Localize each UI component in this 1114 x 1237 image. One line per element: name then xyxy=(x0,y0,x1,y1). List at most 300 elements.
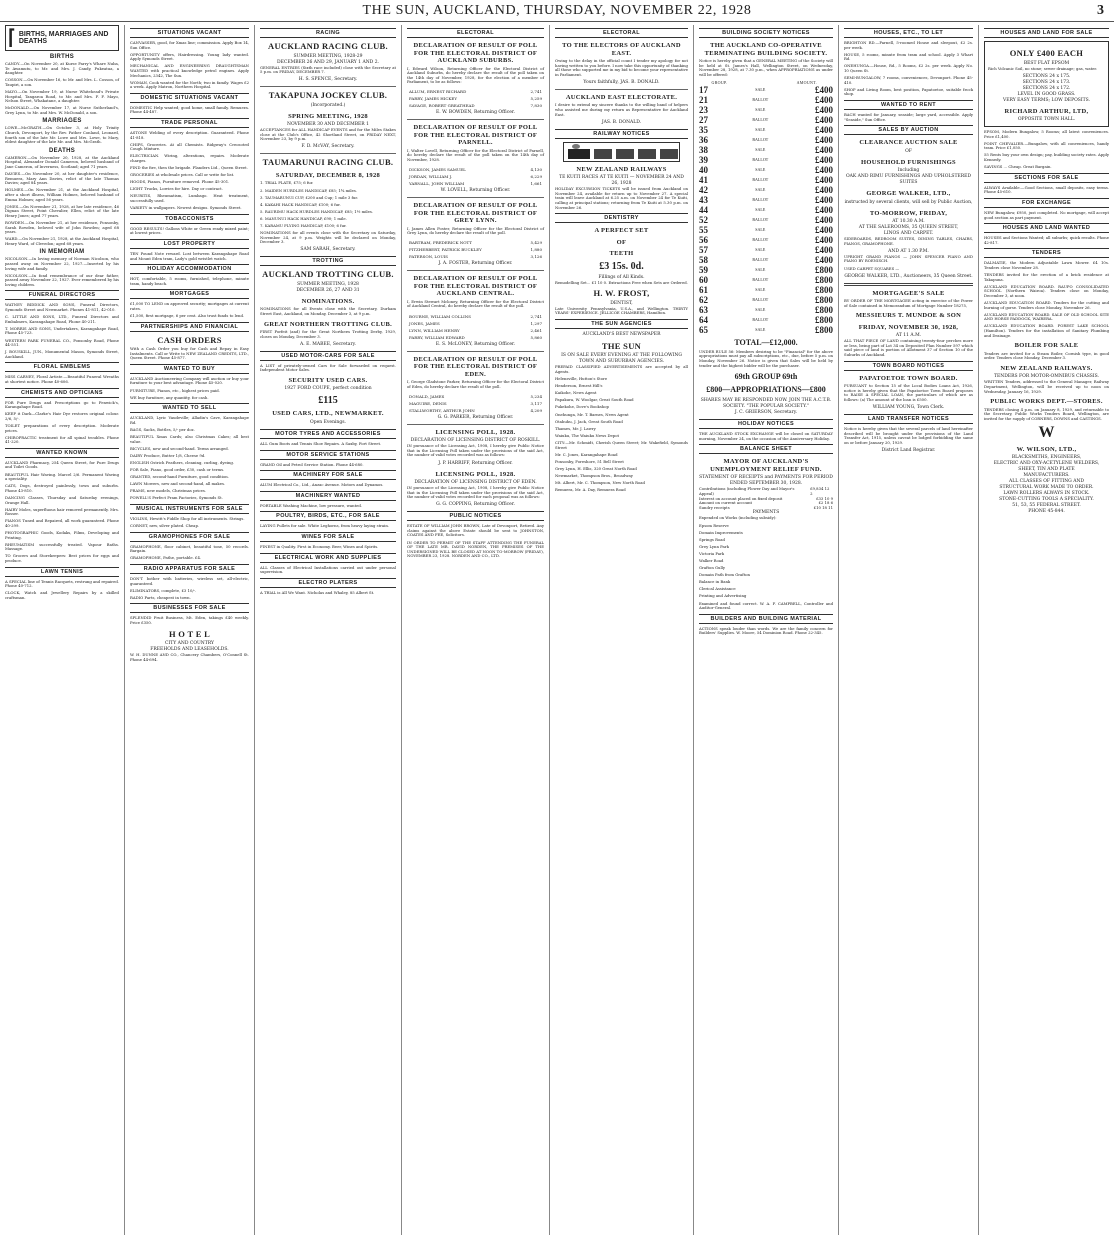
list-item: Mr. C. Jones, Karangahape Road xyxy=(555,451,618,457)
licensing2-title: LICENSING POLL, 1928. xyxy=(435,470,516,478)
list-item: BICYCLES, new and second-hand. Terms arranged. xyxy=(130,445,229,451)
declaration-title: DECLARATION OF RESULT OF POLL FOR THE ELECTORAL DISTRICT OF EDEN. xyxy=(413,355,538,378)
wilson-address: 51, 53, 55 FEDERAL STREET. xyxy=(1012,503,1081,509)
list-item: Balance in Bank xyxy=(699,579,731,585)
list-item: DAVIES.—On November 20, at her daughter's residence, Remuera, Mary Ann Davies, relict of the late Thomas Davies; aged 84 years. xyxy=(5,171,119,186)
group-kind: SALE xyxy=(755,246,766,252)
table-row xyxy=(699,275,833,285)
businesses-heading: BUSINESSES FOR SALE xyxy=(130,603,249,613)
wines-text: FINEST in Quality. First in Economy. Beer, Wines and Spirits. xyxy=(260,543,379,549)
situations-list xyxy=(130,41,249,90)
best-flat: BEST FLAT EPSOM xyxy=(1023,60,1070,66)
divider xyxy=(844,283,973,286)
wanted-to-rent-text: BACH wanted for January, seaside; large yard, accessible. Apply "Seaside," Sun Office. xyxy=(844,111,973,122)
group-kind: SALE xyxy=(755,166,766,172)
group-amount: £400 xyxy=(815,194,833,205)
table-row xyxy=(699,265,833,275)
table-row xyxy=(699,325,833,335)
receipt-value: £2 18 6 xyxy=(818,500,833,506)
wanted-known-heading: WANTED KNOWN xyxy=(5,448,119,458)
declaration-signature: E. S. McLONEY, Returning Officer. xyxy=(435,341,516,347)
machinery-text: ALUM Electrical Co., Ltd., Anzac Avenue. Motors and Dynamos. xyxy=(260,482,384,488)
declaration-title: DECLARATION OF RESULT OF POLL FOR THE ELECTORAL DISTRICT OF PARNELL. xyxy=(413,124,538,147)
list-item: GRAMOPHONE, floor cabinet, beautiful tone, 50 records. Bargain. xyxy=(130,543,249,554)
business-ad: SPLENDID Fruit Business, Mt. Eden, takings £40 weekly. Price £350. xyxy=(130,615,249,625)
candidate-name: DONALD, JAMES xyxy=(409,393,445,399)
epsom-ad xyxy=(984,41,1109,127)
list-item: Kaikohe, News Agent xyxy=(555,390,597,396)
list-item: Helensville, Hutton's Store xyxy=(555,376,608,382)
table-row xyxy=(409,335,542,340)
list-item: WE buy furniture, any quantity, for cash. xyxy=(130,394,209,400)
list-item: Printing and Advertising xyxy=(699,593,747,599)
society-signature: J. C. GRIERSON, Secretary. xyxy=(734,410,798,416)
declaration-text: I, Walter Lovell, Returning Officer for the Electoral District of Parnell, do hereby declare the result of the poll taken on the 14th day of November, 1928. xyxy=(407,147,544,163)
auction-signature: GEORGE WALKER, LTD., Auctioneers, 35 Queen Street. xyxy=(844,273,973,279)
electrical-text: ALL Classes of Electrical Installations carried out under personal supervision. xyxy=(260,564,396,575)
mortgagee-text: BY ORDER OF THE MORTGAGEE acting in exercise of the Power of Sale contained in Memorandum of Mortgage Number 18275, xyxy=(844,298,973,308)
list-item: FURNITURE, Pianos, etc., highest prices paid. xyxy=(130,387,220,393)
candidate-name: STALLWORTHY, ARTHUR JOHN xyxy=(409,407,475,413)
list-item: CITY AND COUNTRY xyxy=(165,641,214,646)
divider xyxy=(407,424,544,425)
divider xyxy=(555,89,688,90)
list-item: POWELL'S Perfect Pram Factories, Symonds St. xyxy=(130,495,223,501)
column-births-marriages-deaths xyxy=(0,25,124,1235)
trotting-heading: TROTTING xyxy=(260,256,396,266)
auction-items: OAK AND RIMU FURNISHINGS AND UPHOLSTERED SUITES xyxy=(845,174,972,186)
group-kind: BALLOT xyxy=(752,136,769,142)
town-board-heading: TOWN BOARD NOTICES xyxy=(844,361,973,371)
group-amount: £400 xyxy=(815,224,833,235)
land-sale-heading: HOUSES AND LAND FOR SALE xyxy=(984,28,1109,38)
land-transfer-signature: District Land Registrar. xyxy=(881,447,936,453)
railways-title: NEW ZEALAND RAILWAYS. xyxy=(1000,364,1093,372)
tenders-heading: TENDERS xyxy=(984,248,1109,258)
auction-heading: SALES BY AUCTION xyxy=(844,125,973,135)
list-item: OPPORTUNITY offers, Hairdressing. Young lady wanted. Apply Symonds Street. xyxy=(130,51,249,62)
holiday-accommodation-ad: HOT, comfortable, 5 rooms, furnished, telephone, minute tram, handy beach. xyxy=(130,276,249,286)
wilson-logo-icon: W xyxy=(1038,423,1055,441)
ford-price: £115 xyxy=(318,395,338,407)
mortgagee-time: AT 11 A.M. xyxy=(895,333,922,339)
group-amount: £400 xyxy=(815,184,833,195)
list-item: ELECTRIC AND OXY-ACETYLENE WELDERS, xyxy=(993,461,1100,467)
town-board-text: PURSUANT to Section 15 of the Local Bodies Loans Act, 1926, notice is hereby given that the Papatoetoe Town Board proposes to RAISE A SPECIAL LOAN, the particulars of which are as follows: (a) The amount of the loan is £500. xyxy=(844,383,973,402)
candidate-votes: 4,209 xyxy=(530,407,542,413)
auction-pianos: UPRIGHT GRAND PIANOS — JOHN SPENCER PIANO AND PIANO BY ROENISCH. xyxy=(844,253,973,264)
arc-text: GENERAL ENTRIES (Sixth race included) close with the Secretary at 5 p.m. on FRIDAY, DECEMBER 7. xyxy=(260,64,396,75)
list-item: BLACKSMITHS, ENGINEERS, xyxy=(1011,455,1082,461)
group-number: 52 xyxy=(699,214,708,225)
list-item: 5. RAURIMU HACK HURDLES HANDICAP, £85; 1½ miles. xyxy=(260,208,374,214)
receipt-label: Sundry receipts xyxy=(699,504,730,510)
list-item: BEAUTIFUL Xmas Cards; also Christmas Cakes; all best value. xyxy=(130,434,249,444)
list-item: 3. TAUMARUNUI CUP, £200 and Cup; 1 mile 3 fur. xyxy=(260,194,358,200)
nzr-subtitle: TE KUITI RACES AT TE KUITI — NOVEMBER 24 AND 26, 1928 xyxy=(559,175,684,187)
group-kind: BALLOT xyxy=(752,176,769,182)
list-item: SECTIONS 24 x 175. xyxy=(1022,73,1071,79)
declaration-text: I, Edward Wilson, Returning Officer for the Electoral District of Auckland Suburbs, do hereby declare the result of the poll taken on the 14th day of November, 1928, for the election of a member of Parliament, to be as follows: xyxy=(407,65,544,85)
list-item: DON'T bother with batteries, wireless set, all-electric, guaranteed. xyxy=(130,575,249,586)
boiler-text: Tenders are invited for a Steam Boiler, Cornish type, in good order. Tenders close Monday, December 3. xyxy=(984,350,1109,361)
wilson-title: W. WILSON, LTD., xyxy=(1016,445,1077,453)
mortgagee-firm: MESSIEURS T. MUNDOE & SON xyxy=(855,312,962,320)
candidate-name: MAGUIRE, DENIS xyxy=(409,400,447,406)
marriages-list xyxy=(5,126,119,144)
list-item: MECHANICAL AND ENGINEERING DRAUGHTSMAN WANTED with practical knowledge petrol engines. Apply Mechanics, 2342, The Sun. xyxy=(130,63,249,78)
births-heading: BIRTHS xyxy=(49,54,75,60)
list-item: NICOLSON.—In fond remembrance of our dear father, passed away November 22, 1927. Ever remembered by his loving children. xyxy=(5,272,119,287)
list-item: SAVINGS ... Cheap. Great Bargain. xyxy=(984,164,1052,170)
tjc-signature: F. D. McVAY, Secretary. xyxy=(301,144,355,150)
electrical-heading: ELECTRICAL WORK AND SUPPLIES xyxy=(260,553,396,563)
arc-subtitle: SUMMER MEETING, 1928-29 xyxy=(293,53,363,59)
table-row xyxy=(699,205,833,215)
marriages-heading: MARRIAGES xyxy=(42,118,82,125)
candidate-votes: 2,741 xyxy=(530,313,542,319)
list-item: Ponsonby, Foreshore, 51 Bell Street xyxy=(555,458,624,464)
list-item: £1,500, first mortgage, 6 per cent. Also trust funds to lend. xyxy=(130,313,245,318)
list-item: C. LITTLE AND SONS, LTD., Funeral Directors and Embalmers, Karangahape Road, Phone 40-211. xyxy=(5,314,119,324)
payments-heading: PAYMENTS xyxy=(752,510,780,516)
candidate-votes: 6,229 xyxy=(530,174,542,180)
auction-subtitle: HOUSEHOLD FURNISHINGS xyxy=(861,158,956,166)
receipt-value: £10 18 11 xyxy=(813,504,833,510)
list-item: AUCKLAND, Lyric Vaudeville; Alladin's Cave, Karangahape Rd. xyxy=(130,415,249,425)
candidate-name: YARNALL, JOHN WILLIAM xyxy=(409,181,465,187)
declaration-title: DECLARATION OF RESULT OF POLL FOR THE ELECTORAL DISTRICT OF AUCKLAND SUBURBS. xyxy=(413,42,538,64)
list-item: AUCKLAND EDUCATION BOARD. Tenders for the cutting and burning of gorse. Tenders close Monday, November 26. xyxy=(984,299,1109,310)
group-kind: SALE xyxy=(755,186,766,192)
amount-column-header: AMOUNT. xyxy=(796,79,817,85)
list-item: CHIPS, Groceries. At all Chemists. Ridgway's Creosoted Cough Mixture. xyxy=(130,141,249,152)
builders-heading: BUILDERS AND BUILDING MATERIAL xyxy=(699,614,833,624)
list-item: Epsom Reserve xyxy=(699,522,729,528)
group-number: 56 xyxy=(699,234,708,245)
funeral-list xyxy=(5,303,119,359)
group-kind: SALE xyxy=(755,126,766,132)
list-item: Newmarket, Thompson Bros., Broadway xyxy=(555,472,633,478)
group-number: 40 xyxy=(699,164,708,175)
memoriam-list xyxy=(5,257,119,287)
building-society-heading: BUILDING SOCIETY NOTICES xyxy=(699,28,833,38)
group-amount: £400 xyxy=(815,214,833,225)
table-row xyxy=(699,105,833,115)
table-row xyxy=(699,225,833,235)
group-amount: £400 xyxy=(815,84,833,95)
group-kind: SALE xyxy=(755,226,766,232)
nzr-title: NEW ZEALAND RAILWAYS xyxy=(576,165,667,173)
exchange-heading: FOR EXCHANGE xyxy=(984,198,1109,208)
votes-table xyxy=(407,312,544,342)
best-text: Rich Volcanic Soil, no stone; sewer drainage; gas, water. xyxy=(988,65,1097,71)
exchange-text: NEW Bungalow, £950, just completed. No mortgage, will accept good section as part payment. xyxy=(984,209,1109,220)
domestic-heading: DOMESTIC SITUATIONS VACANT xyxy=(130,93,249,103)
list-item: SHEET, TIN AND PLATE xyxy=(1018,467,1075,473)
list-item: FOR Pure Drugs and Prescriptions go to Fenwick's, Karangahape Road. xyxy=(5,399,119,410)
candidate-votes: 2,461 xyxy=(530,327,542,333)
table-row xyxy=(409,103,542,108)
sun-title: THE SUN xyxy=(601,340,642,351)
group-column-header: GROUP. xyxy=(711,79,728,85)
list-item: HAIRY Moles, superfluous hair removed permanently. Mrs. Rosser. xyxy=(5,506,119,517)
list-item: GRAMOPHONE, Pathe, portable. £4. xyxy=(130,555,202,561)
cash-orders-text: With a Cash Order you buy for Cash and Repay in Easy Instalments. Call or Write to NEW ZEALAND CREDITS, LTD., Queen Street. Phone 45-877. xyxy=(130,346,249,361)
electro-platers-heading: ELECTRO PLATERS xyxy=(260,578,396,588)
electors-signature: Yours faithfully, JAS. B. DONALD. xyxy=(583,79,660,85)
group-number: 39 xyxy=(699,154,708,165)
table-row xyxy=(409,328,542,333)
group-number: 41 xyxy=(699,174,708,185)
list-item: Mt. Albert, Mr. C. Thompson, New North Road xyxy=(555,480,645,485)
electors-title: TO THE ELECTORS OF AUCKLAND EAST. xyxy=(562,42,681,57)
table-row xyxy=(699,185,833,195)
list-item: Otahuhu, J. Jack, Great South Road xyxy=(555,418,623,424)
list-item: T. MORRIS AND SONS, Undertakers, Karangahape Road, Phone 45-723. xyxy=(5,325,119,336)
group-kind: BALLOT xyxy=(752,296,769,302)
group-number: 63 xyxy=(699,304,708,315)
list-item: Expended on Works (including subsidy): xyxy=(699,515,777,521)
list-item: Onehunga, Mr. T. Barnes, News Agent xyxy=(555,411,629,417)
candidate-votes: 3,117 xyxy=(530,400,542,406)
east-signature: JAS. B. DONALD. xyxy=(601,119,642,125)
service-heading: MOTOR SERVICE STATIONS xyxy=(260,450,396,460)
votes-table xyxy=(407,238,544,261)
audit-text: Examined and found correct. W. A. F. CAMPBELL, Controller and Auditor-General. xyxy=(699,600,833,611)
candidate-name: FITZHERBERT, PATRICK BUCKLEY xyxy=(409,247,482,253)
candidate-votes: 4,130 xyxy=(530,167,542,173)
list-item: PIANOS Tuned and Repaired, all work guaranteed. Phone 40-299. xyxy=(5,518,119,528)
group-kind: BALLOT xyxy=(752,156,769,162)
tjc-meeting: SPRING MEETING, 1928 xyxy=(288,112,368,120)
floral-list xyxy=(5,375,119,384)
used-cars-title: USED CARS, LTD., NEWMARKET. xyxy=(272,410,384,418)
list-item: Clerical Assistance xyxy=(699,586,736,592)
licensing1-text: IN pursuance of the Licensing Act, 1908, I hereby give Public Notice that in the Licensing Poll taken under the provisions of the said Act, the number of valid votes recorded was as follows: xyxy=(407,443,544,458)
group-amount: £400 xyxy=(815,234,833,245)
table-row xyxy=(699,315,833,325)
table-row xyxy=(409,96,542,101)
lawn-tennis-heading: LAWN TENNIS xyxy=(5,567,119,577)
gnt-signature: A. E. MABEE, Secretary. xyxy=(300,341,356,347)
group-number: 60 xyxy=(699,274,708,285)
list-item: ESTATE OF WILLIAM JOHN BROWN, Late of Devonport, Retired. Any claims against the above Estate should be sent to JOHNSTON, COATES AND FEE, Solicitors. xyxy=(407,523,544,538)
list-item: ONEHUNGA.—House, Rd., 5 Rooms, £2 2s. per week. Apply No. 10 Queen St. xyxy=(844,63,973,73)
column-electoral-railway xyxy=(549,25,693,1235)
electoral-heading: ELECTORAL xyxy=(407,28,544,38)
tobacconists-ad: GOOD RESULTS! Gallons White or Green ready mixed paint; at lowest prices. xyxy=(130,225,249,236)
list-item: TEETH xyxy=(609,250,634,258)
page-number: 3 xyxy=(1097,3,1104,18)
candidate-name: ALLUM, ERNEST RICHARD xyxy=(409,89,467,95)
list-item: AUCKLAND EDUCATION BOARD. FOREST LAKE SCHOOL (Hamilton). Tenders for the installation of Sanitary Plumbing and Drainage. xyxy=(984,323,1109,338)
group-number: 55 xyxy=(699,224,708,235)
list-item: HOLMES.—On November 21, at the Auckland Hospital, after a short illness, William Holmes, beloved husband of Emma Holmes; aged 56 years. xyxy=(5,187,119,202)
list-item: 2. MAIDEN HURDLES HANDICAP, £85; 1¾ miles. xyxy=(260,187,358,193)
table-row xyxy=(699,155,833,165)
list-item: HOODS, Pianos, Furniture removed. Phone 45-301. xyxy=(130,179,230,185)
auction-including: Including xyxy=(897,168,920,174)
sections-heading: SECTIONS FOR SALE xyxy=(984,173,1109,183)
list-item: ELECTRICIAN. Wiring, alterations, repairs. Moderate charges. xyxy=(130,153,249,163)
list-item: RADIO Parts, cheapest in town. xyxy=(130,594,191,600)
candidate-name: BOURNE, WILLIAM COLLINS xyxy=(409,313,471,319)
list-item: SHOP and Living Room, best position, Papatoetoe, suitable frock shop. xyxy=(844,86,973,97)
works-title: PUBLIC WORKS DEPT.—STORES. xyxy=(990,398,1103,406)
lawn-tennis-list xyxy=(5,580,119,601)
hotel-agent: W. H. DUNNE AND CO., Chancery Chambers, O'Connell St. Phone 44-694. xyxy=(130,652,249,662)
list-item: MISS CARNEY, Floral Artiste.—Beautiful Funeral Wreaths at shortest notice. Phone 40-606. xyxy=(5,374,119,384)
auction-place: AT THE SALEROOMS, 35 QUEEN STREET, xyxy=(858,225,959,231)
candidate-votes: 3,126 xyxy=(530,254,542,260)
nominations-title: NOMINATIONS. xyxy=(301,297,355,305)
dentistry-text: Remodelling Set... £1 10 0. Extractions Free when Sets are Ordered. xyxy=(555,279,688,285)
table-row xyxy=(409,247,542,252)
list-item: CAMERON.—On November 20, 1928, at the Auckland Hospital, Alexander Donald Cameron, beloved husband of Jane Cameron, of Inverness, Scotland; aged 71 years. xyxy=(5,154,119,169)
table-row xyxy=(699,295,833,305)
list-item: HOUSE, 5 rooms, minute from tram and school. Apply 3 Whart Rd. xyxy=(844,51,973,62)
auction-title: CLEARANCE AUCTION SALE xyxy=(859,139,958,147)
list-item: ROWDEN.—On November 21, at her residence, Ponsonby, Sarah Rowden, beloved wife of John Rowden; aged 68 years. xyxy=(5,219,119,235)
group-amount: £400 xyxy=(815,134,833,145)
list-item: CITY:—Mr. Schmidt, Cherish Queen Street; Mr. Wakefield, Symonds Street xyxy=(555,439,688,450)
list-item: GRANTED, second-hand Furniture, good condition. xyxy=(130,474,229,480)
table-row xyxy=(699,255,833,265)
nzr-text: HOLIDAY EXCURSION TICKETS will be issued from Auckland on November 24, available for return up to November 27. A special train will leave Auckland at 6.25 a.m. on November 24 for Te Kuiti, calling at principal stations; returning from Te Kuiti at 5.30 p.m. on November 26. xyxy=(555,186,688,210)
declaration xyxy=(407,124,544,198)
table-row xyxy=(699,135,833,145)
appropriations-line: £800—APPROPRIATIONS—£800 xyxy=(706,385,826,395)
list-item: FOR Sale, Piano, good order, £30, cash or terms. xyxy=(130,467,225,472)
machinery-wanted-text: PORTABLE Washing Machine, low pressure, wanted. xyxy=(260,502,363,508)
group-kind: BALLOT xyxy=(752,196,769,202)
ford-title: 1927 FORD COUPE, perfect condition xyxy=(284,386,372,392)
group-amount: £800 xyxy=(815,274,833,285)
candidate-votes: 1,297 xyxy=(530,320,542,326)
holiday-notices-heading: HOLIDAY NOTICES xyxy=(699,419,833,429)
list-item: CANDY.—On November 20, at Kurse Parry's Whare Nuba, Te Awamutu, to Mr. and Mrs. J. Candy, Pukeatua, a daughter. xyxy=(5,61,119,76)
divider xyxy=(407,270,544,271)
group-kind: SALE xyxy=(755,286,766,292)
table-row xyxy=(699,95,833,105)
list-item: DAIRY Produce, Butter 1/8, Cheese 9d. xyxy=(130,452,206,458)
declaration-title: DECLARATION OF RESULT OF POLL FOR THE ELECTORAL DISTRICT OF AUCKLAND CENTRAL. xyxy=(413,275,538,298)
group-kind: SALE xyxy=(755,146,766,152)
declaration-signature: W. LOVELL, Returning Officer. xyxy=(440,188,511,194)
auction-of: OF xyxy=(905,148,912,154)
shares-line: SHARES MAY BE RESPONDED NOW. JOIN THE A.C.T.B. SOCIETY. "THE POPULAR SOCIETY." xyxy=(700,398,832,410)
group-amount: £800 xyxy=(815,284,833,295)
trc-date: SATURDAY, DECEMBER 8, 1928 xyxy=(275,171,381,179)
table-row xyxy=(409,167,542,172)
radio-heading: RADIO APPARATUS FOR SALE xyxy=(130,564,249,574)
group-kind: SALE xyxy=(755,106,766,112)
list-item: ALL CLASSES OF FITTING AND xyxy=(1009,479,1084,485)
list-item: TOILET preparations of every description. Moderate prices. xyxy=(5,422,119,433)
declaration-text: I, Erwin Stewart Mcloney, Returning Officer for the Electoral District of Auckland Central, do hereby declare the result of the poll. xyxy=(407,298,544,309)
atc-subtitle: SUMMER MEETING, 1928 xyxy=(297,281,359,287)
floral-heading: FLORAL EMBLEMS xyxy=(5,362,119,372)
declaration xyxy=(407,202,544,271)
list-item: PRAMS, new models, Christmas prices. xyxy=(130,488,207,494)
declaration xyxy=(407,275,544,351)
service-text: GRAND Oil and Petrol Service Station. Phone 44-680. xyxy=(260,461,364,467)
group-kind: BALLOT xyxy=(752,256,769,262)
arc-title: AUCKLAND RACING CLUB. xyxy=(268,41,388,51)
list-item: VARIETY in wallpapers. Newest designs. Symonds Street. xyxy=(130,205,242,211)
list-item: COSSON.—On November 16, to Mr. and Mrs. L. Cosson, of Taupiri, a son. xyxy=(5,77,119,87)
bmd-initial-glyph: ⌈ xyxy=(8,27,16,49)
list-item: WOMAN, Cook wanted for the North; two in family. Wages £2 a week. Apply Matron, Northern Hospital. xyxy=(130,79,249,90)
list-item: FIND the fire, then the brigade. Flanders Ltd., Queen Street. xyxy=(130,165,248,171)
candidate-votes: 5,259 xyxy=(530,96,542,102)
list-item: WATNEY BIDDICK AND SONS, Funeral Directors, Symonds Street and Newmarket. Phones 41-811, 42-010. xyxy=(5,302,119,313)
column-land-tenders xyxy=(978,25,1114,1235)
list-item: CHIROPRACTIC treatment for all spinal troubles. Phone 41-220. xyxy=(5,434,119,445)
table-row xyxy=(699,125,833,135)
group-number: 57 xyxy=(699,244,708,255)
arc-signature: H. S. SPENCE, Secretary. xyxy=(298,77,358,83)
holiday-notice: THE AUCKLAND STOCK EXCHANGE will be closed on SATURDAY morning, November 24, on the occasion of the Anniversary Holiday. xyxy=(699,431,833,441)
mortgages-list xyxy=(130,302,249,318)
wanted-known-list xyxy=(5,461,119,564)
list-item: CATS, Dogs, destroyed painlessly, town and suburbs. Phone 43-810. xyxy=(5,483,119,493)
balance-title: MAYOR OF AUCKLAND'S UNEMPLOYMENT RELIEF FUND. xyxy=(710,458,822,473)
trc-signature: SAM SARAH, Secretary. xyxy=(300,247,356,253)
list-item: 55 Rents buy your own design; pay, building society rates. Apply Kennedy. xyxy=(984,152,1109,163)
gnt-text: FIRST Forfeit (and) for the Great Northern Trotting Derby, 1929, closes on Monday, December 3. xyxy=(260,329,396,339)
only-title: ONLY £400 EACH xyxy=(1009,48,1084,58)
group-number: 38 xyxy=(699,144,708,155)
candidate-name: PARRY, WILLIAM EDWARD xyxy=(409,334,465,340)
wanted-to-buy-list xyxy=(130,377,249,400)
east-text: I desire to extend my sincere thanks to the willing band of helpers who assisted me during my return as Representative for Auckland East. xyxy=(555,102,688,117)
group-kind: BALLOT xyxy=(752,276,769,282)
table-row xyxy=(409,394,542,399)
list-item: Pukekohe, Dove's Bookshop xyxy=(555,404,609,410)
group-kind: SALE xyxy=(755,206,766,212)
group-kind: BALLOT xyxy=(752,236,769,242)
auction-list: SIDEBOARDS, BEDROOM SUITES, DINING TABLES, CHAIRS, PIANOS, GRAMOPHONE. xyxy=(844,236,973,246)
frost-text: Late University Pennsylvania, U.S.A., and Wellington. THIRTY YEARS' EXPERIENCE. JELLICOE CHAMBERS, Hamilton. xyxy=(555,305,688,316)
trade-personal-list xyxy=(130,131,249,211)
nominations-text: NOMINATIONS for all Events close with the Secretary, Durham Street East, Auckland, on Monday, December 3, at 9 p.m. xyxy=(260,306,396,316)
deaths-heading: DEATHS xyxy=(48,147,76,154)
wanted-to-sell-list xyxy=(130,416,249,501)
sections-sizes xyxy=(988,74,1105,92)
gramophone-list xyxy=(130,545,249,561)
balance-sheet-heading: BALANCE SHEET xyxy=(699,444,833,454)
list-item: AUCKLAND EDUCATION BOARD. RAUPO CONSOLIDATED SCHOOL (Northern Wairoa). Tenders close on Monday, December 3, at noon. xyxy=(984,283,1109,298)
group-number: 59 xyxy=(699,264,708,275)
list-item: FREEHOLDS AND LEASEHOLDS. xyxy=(150,647,229,652)
tenders-list xyxy=(984,261,1109,338)
table-row xyxy=(699,195,833,205)
list-item: WESTERN PARK FUNERAL CO., Ponsonby Road, Phone 44-551. xyxy=(5,337,119,348)
payments-list xyxy=(699,516,833,599)
town-board-title: PAPATOETOE TOWN BOARD. xyxy=(859,374,958,382)
table-row xyxy=(409,174,542,179)
list-item: SECTIONS 24 x 173. xyxy=(1022,79,1071,85)
column-building-society xyxy=(693,25,838,1235)
candidate-votes: 5,234 xyxy=(530,393,542,399)
candidate-name: LYNN, WILLIAM HENRY xyxy=(409,327,460,333)
agencies-list xyxy=(555,377,688,493)
list-item: STONE-CUTTING TOOLS A SPECIALITY. xyxy=(999,497,1094,503)
list-item: 4. KAKAHI HACK HANDICAP, £100; 6 fur. xyxy=(260,201,341,207)
railways-sub: TENDERS FOR MOTOR-OMNIBUS CHASSIS. xyxy=(993,374,1099,380)
